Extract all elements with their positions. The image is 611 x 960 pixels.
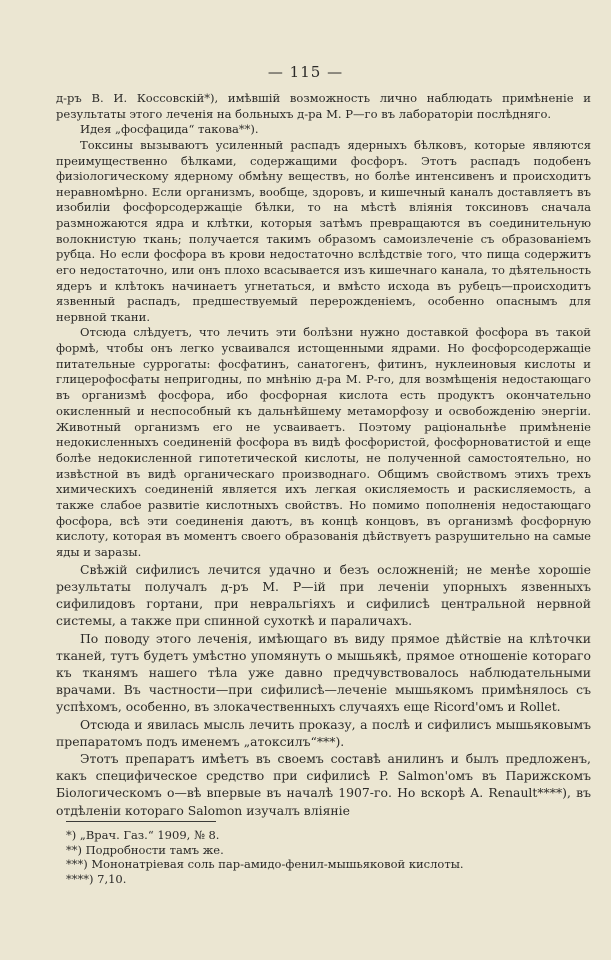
paragraph-fresh-syphilis: Свѣжій сифилисъ лечится удачно и безъ осложненій; не менѣе хорошіе результаты получалъ д-ръ М. Р—ій при леченіи упорныхъ язвенныхъ сифилидовъ гортани, при невральгіяхъ и сифилисѣ центральной нервной системы, а также при спинной сухоткѣ и параличахъ. xyxy=(56,561,591,629)
body-text xyxy=(56,91,591,819)
paragraph-idea: Идея „фосфацида“ такова**). xyxy=(80,122,259,137)
page-number: — 115 — xyxy=(267,63,344,81)
footnotes xyxy=(66,828,566,887)
paragraph-preparation: Этотъ препаратъ имѣетъ въ своемъ составѣ анилинъ и былъ предложенъ, какъ специфическое средство при сифилисѣ P. Salmon'омъ въ Парижскомъ Біологическомъ о—вѣ впервые въ началѣ 1907-го. Но вскорѣ A. Renault****), въ отдѣленіи котораго Salomon изучалъ вліяніе xyxy=(56,750,591,818)
footnote-2: **) Подробности тамъ же. xyxy=(66,842,224,857)
footnote-3: ***) Мононатріевая соль пар-амидо-фенил-мышьяковой кислоты. xyxy=(66,857,464,872)
footnote-1: *) „Врач. Газ.“ 1909, № 8. xyxy=(66,828,220,842)
paragraph-continuation: д-ръ В. И. Коссовскій*), имѣвшій возможность лично наблюдать примѣненіе и результаты этого леченія на больныхъ д-ра М. Р—го въ лабораторіи послѣдняго. xyxy=(56,91,591,121)
paragraph-atoxyl: Отсюда и явилась мысль лечить проказу, а послѣ и сифилисъ мышьяковымъ препаратомъ подъ именемъ „атоксилъ“***). xyxy=(56,716,591,749)
paragraph-arsenic: По поводу этого леченія, имѣющаго въ виду прямое дѣйствіе на клѣточки тканей, тутъ будетъ умѣстно упомянуть о мышьякѣ, прямое отношеніе котораго къ тканямъ нашего тѣла уже давно предчувствовалось наблюдательными врачами. Въ частности—при сифилисѣ—леченіе мышьякомъ примѣнялось съ успѣхомъ, особенно, въ злокачественныхъ случаяхъ еще Ricord'омъ и Rollet. xyxy=(56,630,591,715)
paragraph-toxins: Токсины вызываютъ усиленный распадъ ядерныхъ бѣлковъ, которые являются преимущественно бѣлками, содержащими фосфоръ. Этотъ распадъ подобенъ физіологическому ядерному обмѣну веществъ, но болѣе интенсивенъ и происходитъ неравномѣрно. Если организмъ, вообще, здоровъ, и кишечный каналъ доставляетъ въ изобиліи фосфорсодержащіе бѣлки, то на мѣстѣ вліянія токсиновъ сначала размножаются ядра и клѣтки, которыя затѣмъ превращаются въ соединительную волокнистую ткань; получается такимъ образомъ самоизлеченіе съ образованіемъ рубца. Но если фосфора въ крови недостаточно вслѣдствіе того, что пища содержитъ его недостаточно, или онъ плохо всасывается изъ кишечнаго канала, то дѣятельность ядеръ и клѣтокъ начинаетъ угнетаться, и вмѣсто исхода въ рубецъ—происходитъ язвенный распадъ, предшествуемый перерожденіемъ, особенно опаснымъ для нервной ткани. xyxy=(56,137,591,324)
footnote-divider xyxy=(66,821,216,822)
paragraph-phosphorus: Отсюда слѣдуетъ, что лечить эти болѣзни нужно доставкой фосфора въ такой формѣ, чтобы онъ легко усваивался истощенными ядрами. Но фосфорсодержащіе питательные суррогаты: фосфатинъ, санатогенъ, фитинъ, нуклеиновыя кислоты и глицерофосфаты непригодны, по мнѣнію д-ра М. Р-го, для возмѣщенія недостающаго въ организмѣ фосфора, ибо фосфорная кислота есть продуктъ окончательно окисленный и неспособный къ дальнѣйшему метаморфозу и освобожденію энергіи. Животный организмъ его не усваиваетъ. Поэтому раціональнѣе примѣненіе недокисленныхъ соединеній фосфора въ видѣ фосфористой, фосфорноватистой и еще болѣе недокисленной гипотетической кислоты, не полученной самостоятельно, но извѣстной въ видѣ органическаго производнаго. Общимъ свойствомъ этихъ трехъ химическихъ соединеній является ихъ легкая окисляемость и раскисляемость, а также слабое развитіе кислотныхъ свойствъ. Но помимо пополненія недостающаго фосфора, всѣ эти соединенія даютъ, въ концѣ концовъ, въ организмѣ фосфорную кислоту, которая въ моментъ своего образованія дѣйствуетъ разрушительно на самые яды и заразы. xyxy=(56,325,591,559)
footnote-4: ****) 7,10. xyxy=(66,872,127,887)
